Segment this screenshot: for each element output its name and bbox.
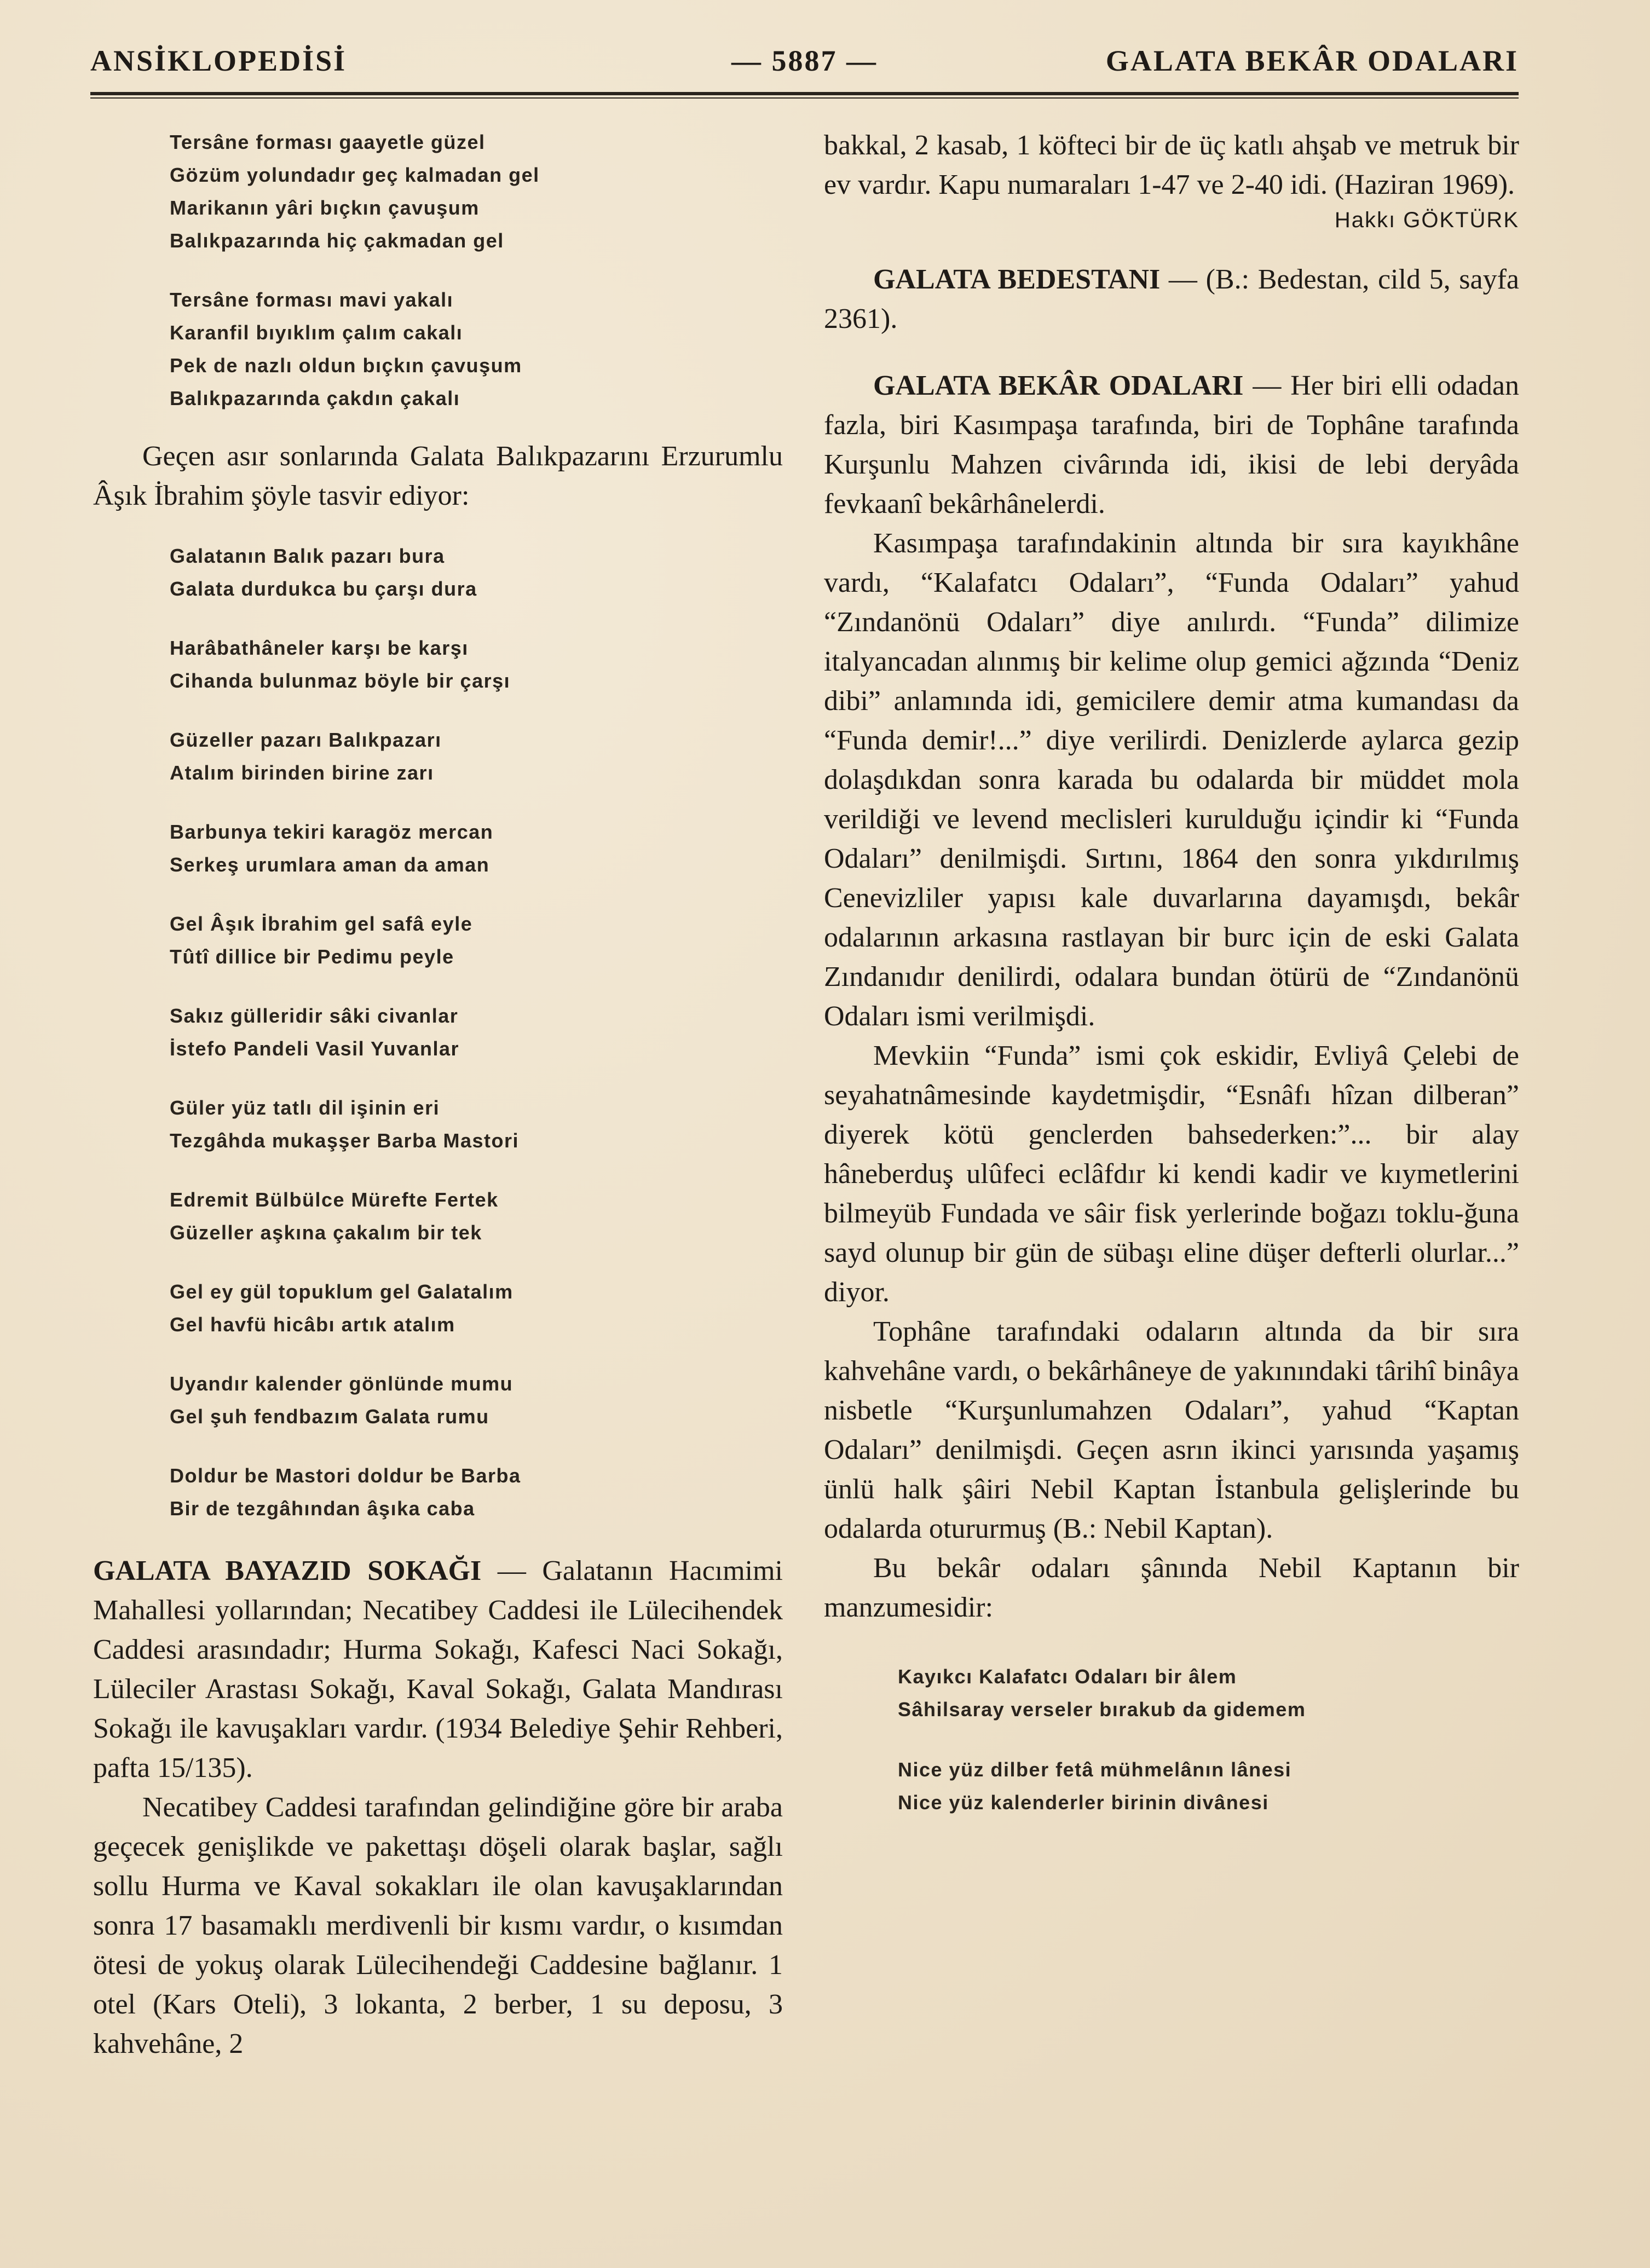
verse-line: Nice yüz dilber fetâ mühmelânın lânesi bbox=[898, 1758, 1292, 1781]
entry-text: — Her biri elli odadan fazla, biri Kasımpaşa tarafında, biri de Tophâne tarafında Kurşunlu Mahzen civârında idi, ikisi de lebi deryâda fevkaanî bekârhânelerdi. bbox=[824, 370, 1519, 520]
stanza bbox=[170, 1000, 783, 1065]
verse-line: Uyandır kalender gönlünde mumu bbox=[170, 1372, 514, 1395]
verse-line: Cihanda bulunmaz böyle bir çarşı bbox=[170, 670, 511, 692]
spacer bbox=[824, 339, 1519, 366]
paragraph: Geçen asır sonlarında Galata Balıkpazarını Erzurumlu Âşık İbrahim şöyle tasvir ediyor: bbox=[93, 441, 783, 511]
stanza bbox=[898, 1660, 1519, 1726]
paragraph: Bu bekâr odaları şânında Nebil Kaptanın bir manzumesidir: bbox=[824, 1553, 1519, 1623]
entry-galata-bekar-odalari bbox=[824, 366, 1519, 1628]
verse-line: Edremit Bülbülce Mürefte Fertek bbox=[170, 1188, 499, 1211]
paragraph: Kasımpaşa tarafındakinin altında bir sıra kayıkhâne vardı, “Kalafatcı Odaları”, “Funda Odaları” yahud “Zındanönü Odaları” diye anılırdı. “Funda” dilimize italyancadan alınmış bir kelime olup gemici ağzında “Deniz dibi” anlamında idi, gemicilere demir atma kumandası da “Funda demir!...” diye verilirdi. Denizlerde aylarca gezip dolaşdıkdan sonra karada bu odalarda bir müddet mola verildiği ve levend meclisleri kurulduğu içindir ki “Funda Odaları” denilmişdi. Sırtını, 1864 den sonra yıkdırılmış Cenevizliler yapısı kale duvarlarına dayamışdı, bekâr odalarının arkasına rastlayan bir burc için de eski Galata Zındanıdır denilirdi, odalara bundan ötürü de “Zındanönü Odaları ismi verilmişdi. bbox=[824, 528, 1519, 1032]
verse-line: Balıkpazarında çakdın çakalı bbox=[170, 387, 460, 409]
verse-line: Galata durdukca bu çarşı dura bbox=[170, 578, 477, 600]
stanza bbox=[170, 724, 783, 789]
verse-line: Galatanın Balık pazarı bura bbox=[170, 545, 445, 567]
verse-line: Barbunya tekiri karagöz mercan bbox=[170, 821, 494, 843]
right-column bbox=[824, 126, 1519, 1846]
verse-line: Tersâne forması gaayetle güzel bbox=[170, 131, 486, 153]
entry-title: GALATA BEKÂR ODALARI bbox=[873, 370, 1244, 401]
verse-line: Gözüm yolundadır geç kalmadan gel bbox=[170, 164, 540, 186]
verse-line: Gel havfü hicâbı artık atalım bbox=[170, 1313, 455, 1336]
verse-line: Gel Âşık İbrahim gel safâ eyle bbox=[170, 913, 473, 935]
paragraph bbox=[824, 366, 1519, 524]
verse-line: Atalım birinden birine zarı bbox=[170, 761, 434, 784]
verse-line: Sâhilsaray verseler bırakub da gidemem bbox=[898, 1698, 1306, 1721]
verse-line: Bir de tezgâhından âşıka caba bbox=[170, 1497, 475, 1520]
paragraph bbox=[824, 260, 1519, 339]
verse-line: Harâbathâneler karşı be karşı bbox=[170, 637, 469, 659]
stanza bbox=[170, 126, 783, 257]
verse-line: Balıkpazarında hiç çakmadan gel bbox=[170, 229, 504, 252]
verse-line: Nice yüz kalenderler birinin divânesi bbox=[898, 1791, 1269, 1814]
stanza bbox=[170, 816, 783, 881]
verse-line: Tersâne forması mavi yakalı bbox=[170, 288, 454, 311]
stanza bbox=[170, 540, 783, 605]
stanza bbox=[170, 1184, 783, 1249]
paragraph: Necatibey Caddesi tarafından gelindiğine göre bir araba geçecek genişlikde ve pakettaşı döşeli olarak başlar, sağlı sollu Hurma ve Kaval sokakları ile olan kavuşaklarından sonra 17 basamaklı merdivenli bir kısmı vardır, o kısımdan ötesi de yokuş olarak Lülecihendeği Caddesine bağlanır. 1 otel (Kars Oteli), 3 lokanta, 2 berber, 1 su deposu, 3 kahvehâne, 2 bbox=[93, 1792, 783, 2059]
stanza bbox=[170, 1367, 783, 1433]
poem-balikpazari bbox=[93, 540, 783, 1525]
verse-line: Tûtî dillice bir Pedimu peyle bbox=[170, 945, 454, 968]
verse-line: Karanfil bıyıklım çalım cakalı bbox=[170, 321, 463, 344]
entry-text: — (B.: Bedestan, cild 5, sayfa 2361). bbox=[824, 264, 1520, 334]
verse-line: Sakız gülleridir sâki civanlar bbox=[170, 1005, 459, 1027]
verse-line: Gel şuh fendbazım Galata rumu bbox=[170, 1405, 489, 1428]
running-header bbox=[90, 44, 1519, 88]
author-signature: Hakkı GÖKTÜRK bbox=[1334, 208, 1519, 232]
page-number: — 5887 — bbox=[731, 44, 878, 77]
spacer bbox=[824, 233, 1519, 260]
header-rule bbox=[90, 92, 1519, 95]
stanza bbox=[170, 284, 783, 415]
entry-text: — Galatanın Hacımimi Mahallesi yollarından; Necatibey Caddesi ile Lülecihendek Caddesi arasındadır; Hurma Sokağı, Kafesci Naci Sokağı, Lüleciler Arastası Sokağı, Kaval Sokağı, Galata Mandırası Sokağı ile kavuşakları vardır. (1934 Belediye Şehir Rehberi, pafta 15/135). bbox=[93, 1555, 783, 1784]
entry-galata-bedestani bbox=[824, 260, 1519, 339]
intro-paragraph bbox=[93, 437, 783, 516]
stanza bbox=[170, 632, 783, 697]
verse-line: Doldur be Mastori doldur be Barba bbox=[170, 1464, 521, 1487]
poem-nebil-kaptan bbox=[824, 1660, 1519, 1819]
entry-continuation bbox=[824, 126, 1519, 205]
paragraph: Tophâne tarafındaki odaların altında da bir sıra kahvehâne vardı, o bekârhâneye de yakınındaki târihî binâya nisbetle “Kurşunlumahzen Odaları”, yahud “Kaptan Odaları” denilmişdi. Geçen asrın ikinci yarısında yaşamış ünlü halk şâiri Nebil Kaptan İstanbula gelişlerinde bu odalarda otururmuş (B.: Nebil Kaptan). bbox=[824, 1316, 1519, 1544]
poem-tersane bbox=[93, 126, 783, 415]
verse-line: Güler yüz tatlı dil işinin eri bbox=[170, 1097, 440, 1119]
verse-line: Marikanın yâri bıçkın çavuşum bbox=[170, 197, 480, 219]
entry-title: GALATA BEDESTANI bbox=[873, 264, 1161, 295]
verse-line: Gel ey gül topuklum gel Galatalım bbox=[170, 1280, 514, 1303]
stanza bbox=[170, 1092, 783, 1157]
stanza bbox=[170, 1276, 783, 1341]
verse-line: Güzeller pazarı Balıkpazarı bbox=[170, 729, 442, 751]
entry-title: GALATA BAYAZID SOKAĞI bbox=[93, 1555, 482, 1586]
header-left: ANSİKLOPEDİSİ bbox=[90, 44, 347, 77]
stanza bbox=[170, 908, 783, 973]
header-rule-thin bbox=[90, 97, 1519, 99]
entry-galata-bayazid-sokagi bbox=[93, 1551, 783, 2064]
paragraph: Mevkiin “Funda” ismi çok eskidir, Evliyâ Çelebi de seyahatnâmesinde kaydetmişdir, “Esnâfı hîzan dilberan” diyerek kötü genclerden bahsederken:”... bir alay hâneberduş ulûfeci eclâfdır ki kendi kadir ve kıymetlerini bilmeyüb Fundada ve sâir fisk yerlerinde boğazı toklu-ğuna sayd olunup bir gün de sübaşı eline düşer defterli olurlar...” diyor. bbox=[824, 1040, 1519, 1308]
left-column bbox=[93, 126, 783, 2064]
verse-line: Pek de nazlı oldun bıçkın çavuşum bbox=[170, 354, 522, 377]
paragraph: bakkal, 2 kasab, 1 köfteci bir de üç katlı ahşab ve metruk bir ev vardır. Kapu numaraları 1-47 ve 2-40 idi. (Haziran 1969). bbox=[824, 130, 1519, 200]
verse-line: Serkeş urumlara aman da aman bbox=[170, 853, 490, 876]
header-right: GALATA BEKÂR ODALARI bbox=[1105, 44, 1519, 77]
verse-line: Güzeller aşkına çakalım bir tek bbox=[170, 1221, 482, 1244]
verse-line: İstefo Pandeli Vasil Yuvanlar bbox=[170, 1037, 460, 1060]
paragraph bbox=[93, 1551, 783, 1788]
stanza bbox=[898, 1753, 1519, 1819]
verse-line: Kayıkcı Kalafatcı Odaları bir âlem bbox=[898, 1665, 1237, 1688]
stanza bbox=[170, 1459, 783, 1525]
verse-line: Tezgâhda mukaşşer Barba Mastori bbox=[170, 1129, 520, 1152]
